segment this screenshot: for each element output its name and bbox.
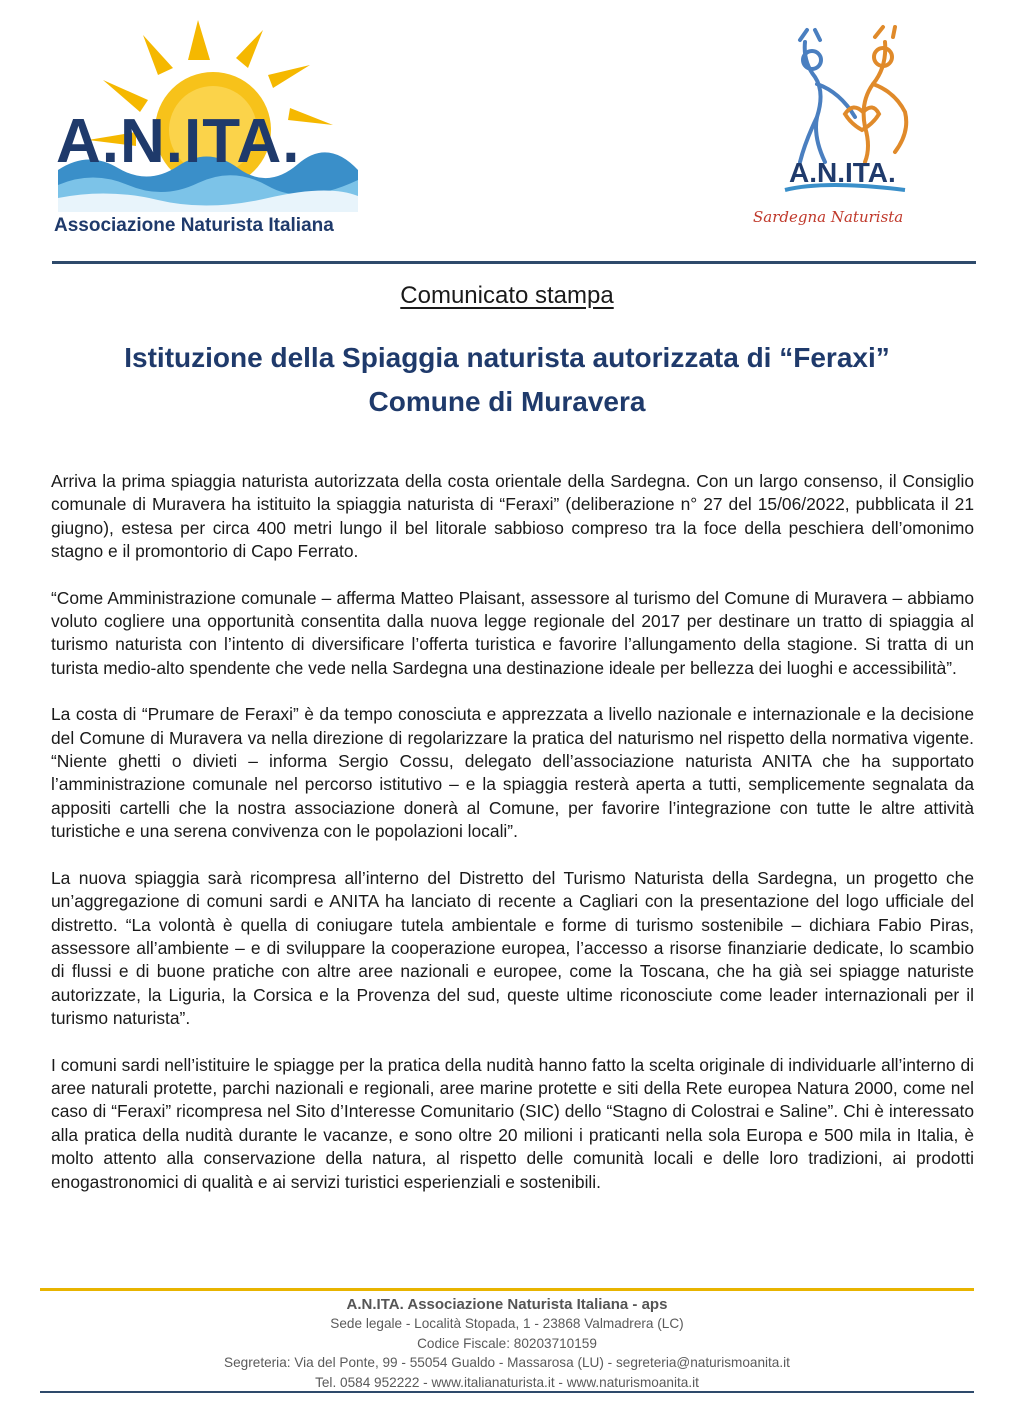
anita-logo — [48, 20, 378, 240]
paragraph: I comuni sardi nell’istituire le spiagge per la pratica della nudità hanno fatto la scelta originale di individuarle all’interno di aree naturali protette, parchi nazionali e regionali, aree marine protette e siti della Rete europea Natura 2000, come nel caso di “Feraxi” ricompresa nel Sito d’Interesse Comunitario (SIC) dello “Stagno di Colostrai e Saline”. Chi è interessato alla pratica della nudità durante le vacanze, e sono oltre 20 milioni i praticanti nella sola Europa e 500 mila in Italia, è molto attento alla conservazione della natura, al rispetto delle comunità locali e delle loro tradizioni, ai prodotti enogastronomici di qualità e ai servizi turistici esperienziali e sostenibili. — [51, 1054, 974, 1192]
logo-wordmark-small: A.N.ITA. — [789, 157, 896, 188]
paragraph: La nuova spiaggia sarà ricompresa all’interno del Distretto del Turismo Naturista della Sardegna, un progetto che un’aggregazione di comuni sardi e ANITA ha lanciato di recente a Cagliari con la presentazione del logo ufficiale del distretto. “La volontà è quella di coniugare tutela ambientale e forme di turismo sostenibile – dichiara Fabio Piras, assessore all’ambiente – e di sviluppare la cooperazione europea, l’accesso a risorse finanziarie dedicate, lo scambio di flussi e di buone pratiche con altre aree nazionali e europee, come la Toscana, che ha già sei spiagge naturiste autorizzate, la Liguria, la Corsica e la Provenza del sud, queste ultime riconosciute come leader internazionali per il turismo naturista”. — [51, 867, 974, 1029]
title-line-1: Istituzione della Spiaggia naturista autorizzata di “Feraxi” — [124, 342, 890, 373]
footer-divider-bottom — [40, 1391, 974, 1393]
footer — [0, 1295, 1014, 1392]
document-title — [0, 336, 1014, 424]
footer-org-name: A.N.ITA. Associazione Naturista Italiana - aps — [346, 1296, 668, 1313]
sardegna-naturista-logo — [745, 22, 950, 237]
paragraph: Arriva la prima spiaggia naturista autorizzata della costa orientale della Sardegna. Con un largo consenso, il Consiglio comunale di Muravera ha istituito la spiaggia naturista di “Feraxi” (deliberazione n° 27 del 15/06/2022, pubblicata il 21 giugno), estesa per circa 400 metri lungo il bel litorale sabbioso compreso tra la foce della peschiera dell’omonimo stagno e il promontorio di Capo Ferrato. — [51, 471, 974, 562]
document-body — [51, 470, 974, 1217]
dancing-figures-icon — [800, 27, 906, 162]
footer-divider-top — [40, 1288, 974, 1291]
paragraph: La costa di “Prumare de Feraxi” è da tempo conosciuta e apprezzata a livello nazionale e internazionale e la decisione del Comune di Muravera va nella direzione di regolarizzare la pratica del naturismo nel rispetto della normativa vigente. “Niente ghetti o divieti – informa Sergio Cossu, delegato dell’associazione naturista ANITA che ha supportato l’amministrazione comunale nel percorso istitutivo – e la spiaggia resterà aperta a tutti, semplicemente segnalata da appositi cartelli che la nostra associazione donerà al Comune, per favorire l’integrazione con tutte le altre attività turistiche e una serena convivenza con le popolazioni locali”. — [51, 704, 974, 842]
logo-subtitle: Associazione Naturista Italiana — [54, 215, 334, 236]
press-release-label: Comunicato stampa — [400, 282, 614, 309]
footer-secretariat: Segreteria: Via del Ponte, 99 - 55054 Gualdo - Massarosa (LU) - segreteria@naturismoanita.it — [224, 1355, 790, 1371]
logo-wordmark: A.N.ITA. — [56, 107, 301, 176]
header-divider — [52, 261, 976, 264]
footer-address: Sede legale - Località Stopada, 1 - 23868 Valmadrera (LC) — [330, 1316, 684, 1332]
logo-tagline: Sardegna Naturista — [753, 208, 904, 226]
footer-tax-code: Codice Fiscale: 80203710159 — [417, 1335, 597, 1351]
footer-contacts: Tel. 0584 952222 - www.italianaturista.it - www.naturismoanita.it — [315, 1374, 699, 1390]
paragraph: “Come Amministrazione comunale – afferma Matteo Plaisant, assessore al turismo del Comune di Muravera – abbiamo voluto cogliere una opportunità consentita dalla nuova legge regionale del 2017 per destinare un tratto di spiaggia al turismo naturista con l’intento di diversificare l’offerta turistica e favorire l’allungamento della stagione. Si tratta di un turista medio-alto spendente che vede nella Sardegna una destinazione ideale per bellezza dei luoghi e accessibilità”. — [51, 587, 974, 678]
title-line-2: Comune di Muravera — [368, 386, 646, 417]
